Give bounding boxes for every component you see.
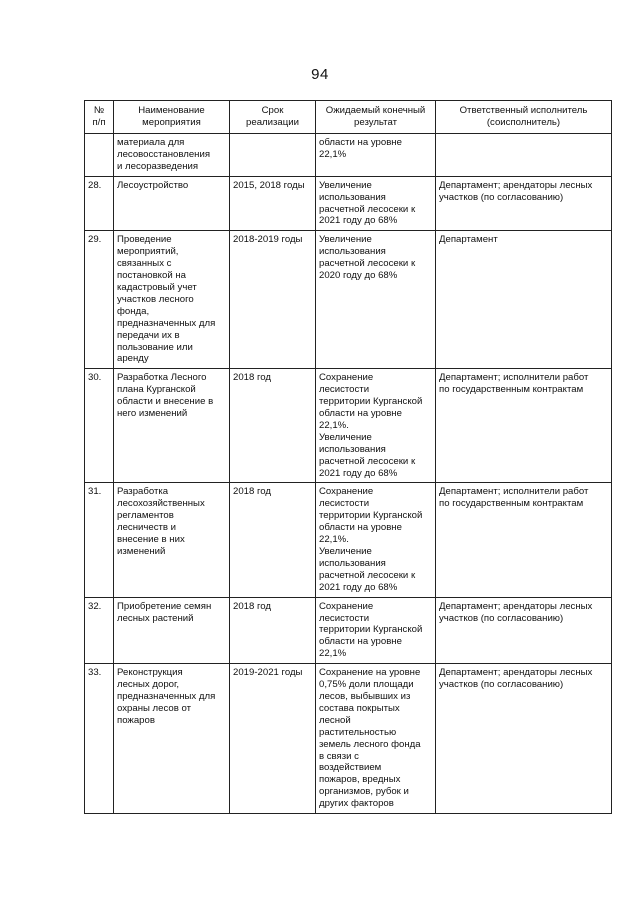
row-responsible <box>436 134 612 177</box>
row-number: 28. <box>85 176 114 231</box>
header-responsible: Ответственный исполнитель (соисполнитель) <box>436 101 612 134</box>
header-result: Ожидаемый конечный результат <box>316 101 436 134</box>
row-result: Сохранение лесистости территории Курганской области на уровне 22,1%. Увеличение использования расчетной лесосеки к 2021 году до 68% <box>316 483 436 597</box>
row-responsible: Департамент; исполнители работ по государственным контрактам <box>436 369 612 483</box>
row-result: Увеличение использования расчетной лесосеки к 2020 году до 68% <box>316 231 436 369</box>
row-term: 2018-2019 годы <box>230 231 316 369</box>
row-number: 29. <box>85 231 114 369</box>
row-name: Лесоустройство <box>114 176 230 231</box>
row-result: области на уровне 22,1% <box>316 134 436 177</box>
row-result: Сохранение лесистости территории Курганской области на уровне 22,1%. Увеличение использования расчетной лесосеки к 2021 году до 68% <box>316 369 436 483</box>
row-number: 31. <box>85 483 114 597</box>
table-row <box>85 597 612 664</box>
row-term: 2018 год <box>230 597 316 664</box>
row-name: Проведение мероприятий, связанных с постановкой на кадастровый учет участков лесного фонда, предназначенных для передачи их в пользование или аренду <box>114 231 230 369</box>
table-row <box>85 483 612 597</box>
row-name: Разработка лесохозяйственных регламентов лесничеств и внесение в них изменений <box>114 483 230 597</box>
row-result: Увеличение использования расчетной лесосеки к 2021 году до 68% <box>316 176 436 231</box>
measures-table <box>84 100 612 814</box>
table-row <box>85 664 612 814</box>
row-term: 2015, 2018 годы <box>230 176 316 231</box>
row-responsible: Департамент; исполнители работ по государственным контрактам <box>436 483 612 597</box>
row-result: Сохранение лесистости территории Курганской области на уровне 22,1% <box>316 597 436 664</box>
table-row <box>85 176 612 231</box>
row-responsible: Департамент; арендаторы лесных участков (по согласованию) <box>436 597 612 664</box>
page-number: 94 <box>311 66 329 83</box>
row-responsible: Департамент; арендаторы лесных участков (по согласованию) <box>436 664 612 814</box>
table-header-row <box>85 101 612 134</box>
row-name: Разработка Лесного плана Курганской области и внесение в него изменений <box>114 369 230 483</box>
row-number: 32. <box>85 597 114 664</box>
table-row <box>85 231 612 369</box>
row-term: 2018 год <box>230 369 316 483</box>
row-term: 2019-2021 годы <box>230 664 316 814</box>
table-row <box>85 134 612 177</box>
row-responsible: Департамент; арендаторы лесных участков (по согласованию) <box>436 176 612 231</box>
row-responsible: Департамент <box>436 231 612 369</box>
row-result: Сохранение на уровне 0,75% доли площади лесов, выбывших из состава покрытых лесной растительностью земель лесного фонда в связи с воздействием пожаров, вредных организмов, рубок и других факторов <box>316 664 436 814</box>
header-number: № п/п <box>85 101 114 134</box>
row-name: материала для лесовосстановления и лесоразведения <box>114 134 230 177</box>
row-number: 33. <box>85 664 114 814</box>
row-number: 30. <box>85 369 114 483</box>
header-name: Наименование мероприятия <box>114 101 230 134</box>
row-name: Приобретение семян лесных растений <box>114 597 230 664</box>
row-name: Реконструкция лесных дорог, предназначенных для охраны лесов от пожаров <box>114 664 230 814</box>
row-term <box>230 134 316 177</box>
row-term: 2018 год <box>230 483 316 597</box>
table-row <box>85 369 612 483</box>
header-term: Срок реализации <box>230 101 316 134</box>
row-number <box>85 134 114 177</box>
